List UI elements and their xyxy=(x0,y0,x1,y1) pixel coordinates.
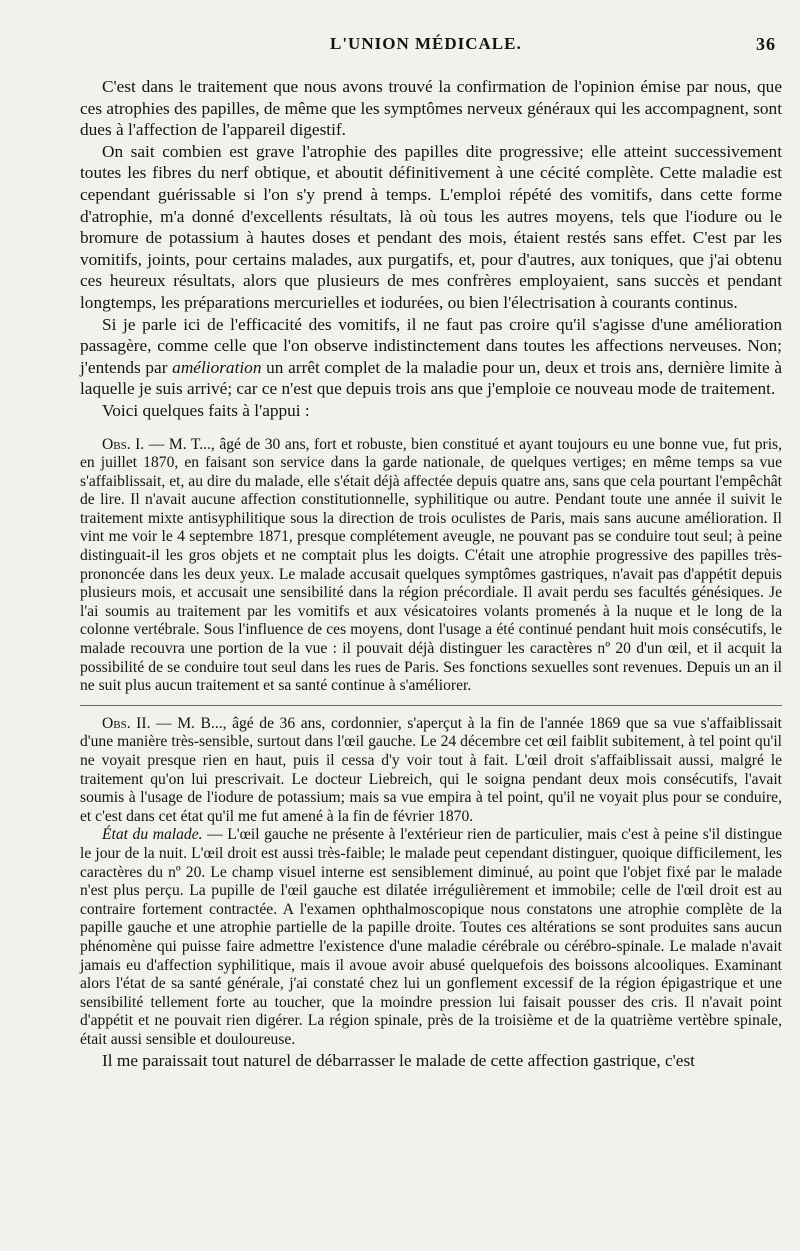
continuation-text xyxy=(80,1050,782,1072)
patient-state-label: État du malade. xyxy=(102,826,203,844)
observation-2 xyxy=(80,715,782,1050)
patient-state-paragraph xyxy=(80,826,782,1049)
page-number: 36 xyxy=(756,34,776,54)
paragraph-2: On sait combien est grave l'atrophie des papilles dite progressive; elle atteint successivement toutes les fibres du nerf obtique, et aboutit définitivement à une cécité complète. Cette maladie est cependant guérissable si l'on s'y prend à temps. L'emploi répété des vomitifs, dans cette forme d'atrophie, m'a donné d'excellents résultats, là où tous les autres moyens, tels que l'iodure ou le bromure de potassium à hautes doses et pendant des mois, étaient restés sans effet. C'est par les vomitifs, joints, pour certains malades, aux purgatifs, et, pour d'autres, aux toniques, que j'ai obtenu ces heureux résultats, alors que plusieurs de mes confrères employaient, sans succès et pendant longtemps, les préparations mercurielles et iodurées, ou bien l'électrisation à courants continus. xyxy=(80,141,782,312)
observation-2-text xyxy=(80,715,782,827)
paragraph-3-end: un arrêt complet de la maladie pour un, deux et trois ans, dernière limite à laquelle je suis arrivé; car ce n'est que depuis trois ans que j'emploie ce nouveau mode de traitement. xyxy=(80,357,782,399)
page-header xyxy=(80,30,782,60)
observation-1 xyxy=(80,436,782,696)
observation-1-text xyxy=(80,436,782,696)
main-text xyxy=(80,76,782,422)
observation-2-label: Obs. II. xyxy=(102,714,151,732)
running-head: L'UNION MÉDICALE. xyxy=(330,34,522,53)
paragraph-1: C'est dans le traitement que nous avons trouvé la confirmation de l'opinion émise par nous, que ces atrophies des papilles, de même que les symptômes nerveux généraux qui les accompagnent, sont dues à l'affection de l'appareil digestif. xyxy=(80,77,782,140)
paragraph-3-start: Si je parle ici de l'efficacité des vomitifs, il ne faut pas croire qu'il s'agisse d'une amélioration passagère, comme celle que l'on observe indistinctement dans toutes les affections nerveuses. Non; j'entends par xyxy=(80,314,782,377)
emphasis-amelioration: amélioration xyxy=(172,357,262,377)
observation-1-body: — M. T..., âgé de 30 ans, fort et robuste, bien constitué et ayant toujours eu une bonne vue, fut pris, en juillet 1870, en faisant son service dans la garde nationale, de quelques vertiges; en même temps sa vue s'affaiblissait, et, au dire du malade, elle s'était déjà affectée depuis quatre ans, sans que cela pourtant l'empêchât de lire. Il n'avait aucune affection constitutionnelle, syphilitique ou autre. Pendant toute une année il suivit le traitement mixte antisyphilitique sous la direction de trois oculistes de Paris, mais sans aucune amélioration. Il vint me voir le 4 septembre 1871, presque complétement aveugle, ne pouvant pas se conduire tout seul; à peine distinguait-il les gros objets et ne comptait plus les doigts. C'était une atrophie progressive des papilles très-prononcée dans les deux yeux. Le malade accusait quelques symptômes gastriques, n'avait pas d'appétit depuis plusieurs mois, et accusait une sensibilité dans la région précordiale. Il avait perdu ses facultés génésiques. Je l'ai soumis au traitement par les vomitifs et aux vésicatoires volants promenés à la nuque et le long de la colonne vertébrale. Sous l'influence de ces moyens, dont l'usage a été continué pendant huit mois consécutifs, le malade recouvra une portion de la vue : il pouvait déjà distinguer les caractères nº 20 d'un œil, et il acquit la possibilité de se conduire tout seul dans les rues de Paris. Ses fonctions sexuelles sont revenues. Depuis un an il ne suit plus aucun traitement et sa santé continue à s'améliorer. xyxy=(80,435,783,695)
patient-state-body: — L'œil gauche ne présente à l'extérieur rien de particulier, mais c'est à peine s'il distingue le jour de la nuit. L'œil droit est aussi très-faible; le malade peut cependant distinguer, quoique difficilement, les caractères du nº 20. Le champ visuel interne est sensiblement diminué, au point que l'objet fixé par le malade n'est plus perçu. La pupille de l'œil gauche est dilatée irrégulièrement et immobile; celle de l'œil droit est au contraire fortement contractée. A l'examen ophthalmoscopique nous constatons une atrophie complète de la papille gauche et une atrophie partielle de la papille droite. Toutes ces altérations se sont produites sans aucun phénomène qui puisse faire admettre l'existence d'une maladie cérébrale ou cérébro-spinale. Le malade n'avait jamais eu d'affection syphilitique, mais il avoue avoir abusé quelquefois des boissons alcooliques. Examinant alors l'état de sa santé générale, j'ai constaté chez lui un gonflement excessif de la région épigastrique et une sensibilité tellement forte au toucher, que la moindre pression lui faisait pousser des cris. Il n'avait point d'appétit et ne pouvait rien digérer. La région spinale, près de la troisième et de la quatrième vertèbre spinale, était aussi sensible et douloureuse. xyxy=(80,826,782,1048)
paragraph-4: Voici quelques faits à l'appui : xyxy=(102,400,310,420)
paragraph-3 xyxy=(80,314,782,400)
observation-2-body: — M. B..., âgé de 36 ans, cordonnier, s'aperçut à la fin de l'année 1869 que sa vue s'affaiblissait d'une manière très-sensible, surtout dans l'œil gauche. Le 24 décembre cet œil faiblit subitement, à tel point qu'il ne voyait presque rien en haut, puis il cessa d'y voir tout à fait. L'œil droit s'affaiblissait aussi, malgré le traitement qu'on lui prescrivait. Le docteur Liebreich, qui le soigna pendant deux mois consécutifs, l'avait soumis à l'usage de l'iodure de potassium; mais sa vue empira à tel point, qu'il ne voyait plus pour se conduire, et c'est dans cet état qu'il me fut amené à la fin de février 1870. xyxy=(80,714,782,825)
observation-1-label: Obs. I. xyxy=(102,435,145,453)
continuation-paragraph: Il me paraissait tout naturel de débarrasser le malade de cette affection gastrique, c'est xyxy=(102,1050,695,1070)
section-divider xyxy=(80,705,782,706)
